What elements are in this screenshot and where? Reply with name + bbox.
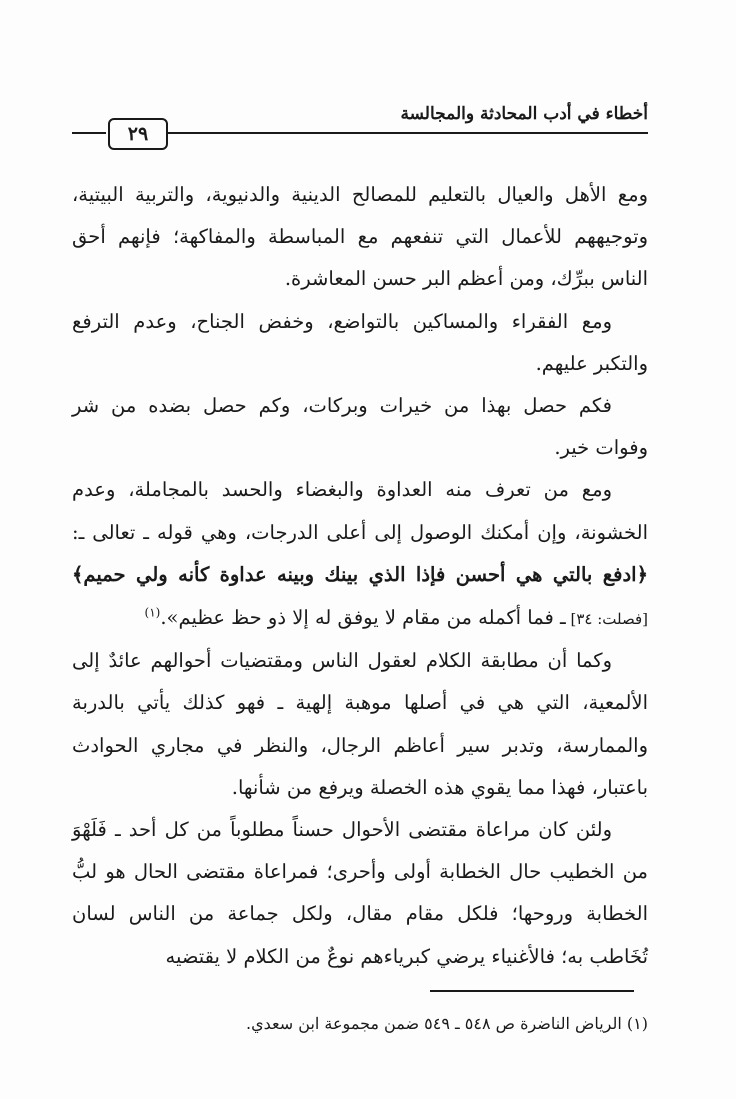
footnote-marker: (١) — [144, 605, 161, 620]
paragraph-4-end: ـ فما أكمله من مقام لا يوفق له إلا ذو حظ عظيم». — [160, 606, 566, 630]
footnote: (١) الرياض الناضرة ص ٥٤٨ ـ ٥٤٩ ضمن مجموعة ابن سعدي. — [246, 1014, 648, 1033]
page-number: ٢٩ — [108, 118, 168, 150]
paragraph-5: وكما أن مطابقة الكلام لعقول الناس ومقتضيات أحوالهم عائدٌ إلى الألمعية، التي هي في أصلها موهبة إلهية ـ فهو كذلك يأتي بالدربة والممارسة، وتدبر سير أعاظم الرجال، والنظر في مجاري الحوادث باعتبار، فهذا مما يقوي هذه الخصلة ويرفع من شأنها. — [72, 649, 648, 799]
footnote-separator — [430, 990, 634, 992]
running-header — [72, 96, 648, 152]
paragraph-6: ولئن كان مراعاة مقتضى الأحوال حسناً مطلوباً من كل أحد ـ فَلَهْوَ من الخطيب حال الخطابة أولى وأحرى؛ فمراعاة مقتضى الحال هو لبُّ الخطابة وروحها؛ فلكل مقام مقال، ولكل جماعة من الناس لسان تُخَاطب به؛ فالأغنياء يرضي كبرياءهم نوعٌ من الكلام لا يقتضيه — [72, 818, 648, 968]
quran-verse: ﴿ادفع بالتي هي أحسن فإذا الذي بينك وبينه عداوة كأنه ولي حميم﴾ — [72, 562, 648, 586]
paragraph-4 — [72, 469, 648, 640]
running-header-title: أخطاء في أدب المحادثة والمجالسة — [400, 104, 648, 124]
paragraph-1: ومع الأهل والعيال بالتعليم للمصالح الدينية والدنيوية، والتربية البيتية، وتوجيههم للأعمال التي تنفعهم مع المباسطة والمفاكهة؛ فإنهم أحق الناس ببرِّك، ومن أعظم البر حسن المعاشرة. — [72, 183, 648, 291]
header-rule-left — [72, 132, 106, 134]
verse-reference: [فصلت: ٣٤] — [565, 610, 648, 629]
paragraph-3: فكم حصل بهذا من خيرات وبركات، وكم حصل بضده من شر وفوات خير. — [72, 394, 648, 460]
paragraph-4-intro: ومع من تعرف منه العداوة والبغضاء والحسد بالمجاملة، وعدم الخشونة، وإن أمكنك الوصول إلى أعلى الدرجات، وهي قوله ـ تعالى ـ: — [72, 478, 648, 544]
header-rule — [168, 132, 648, 134]
page-body — [72, 174, 648, 978]
paragraph-2: ومع الفقراء والمساكين بالتواضع، وخفض الجناح، وعدم الترفع والتكبر عليهم. — [72, 309, 648, 375]
